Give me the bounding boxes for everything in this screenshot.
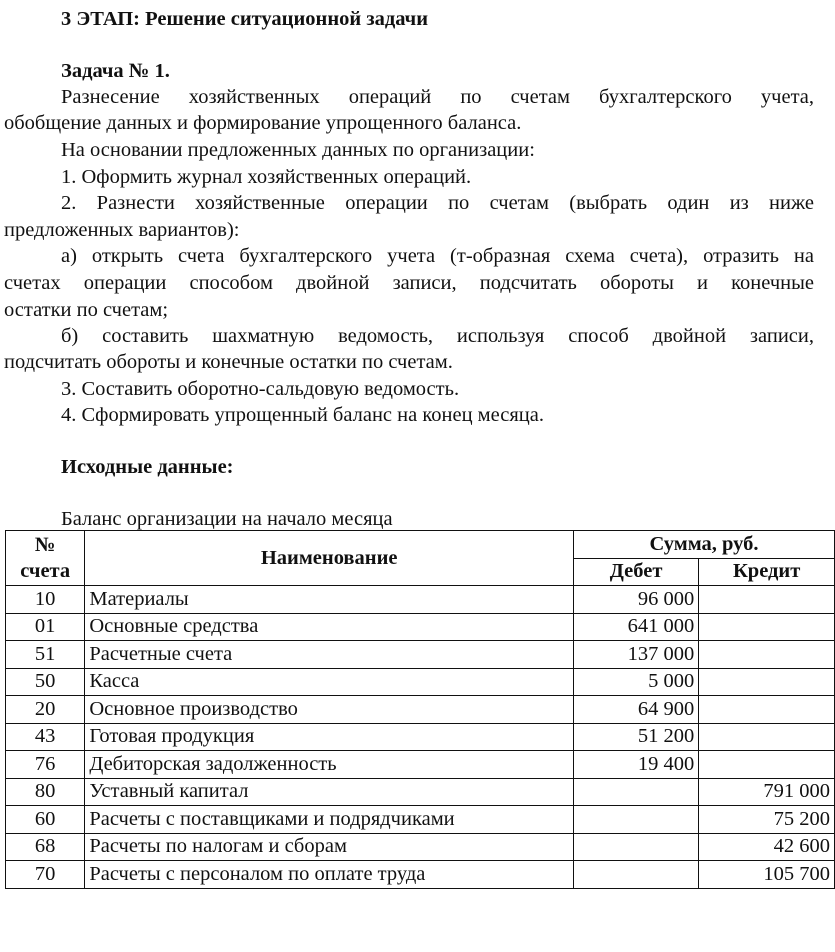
table-row xyxy=(6,668,835,696)
header-credit: Кредит xyxy=(699,558,835,586)
account-name-cell: Материалы xyxy=(85,586,574,614)
account-name-cell: Расчеты по налогам и сборам xyxy=(85,833,574,861)
option-b-line-1: б) составить шахматную ведомость, используя способ двойной записи, xyxy=(61,325,814,347)
header-number-sign: № xyxy=(34,534,56,556)
credit-cell xyxy=(699,668,835,696)
header-account-number xyxy=(6,531,85,586)
step-2-line-2: предложенных вариантов): xyxy=(4,219,240,241)
account-name-cell: Основное производство xyxy=(85,696,574,724)
debit-cell: 5 000 xyxy=(573,668,698,696)
account-number-cell: 50 xyxy=(6,668,85,696)
account-name-cell: Расчетные счета xyxy=(85,641,574,669)
account-number-cell: 76 xyxy=(6,751,85,779)
debit-cell xyxy=(573,833,698,861)
table-row xyxy=(6,751,835,779)
step-3: 3. Составить оборотно-сальдовую ведомость. xyxy=(61,378,460,400)
debit-cell: 96 000 xyxy=(573,586,698,614)
debit-cell xyxy=(573,778,698,806)
option-b-line-2: подсчитать обороты и конечные остатки по счетам. xyxy=(4,351,453,373)
account-number-cell: 68 xyxy=(6,833,85,861)
table-row xyxy=(6,586,835,614)
header-debit: Дебет xyxy=(573,558,698,586)
header-sum: Сумма, руб. xyxy=(573,531,834,559)
account-number-cell: 20 xyxy=(6,696,85,724)
stage-title: 3 ЭТАП: Решение ситуационной задачи xyxy=(61,8,429,30)
account-name-cell: Расчеты с персоналом по оплате труда xyxy=(85,861,574,889)
debit-cell: 51 200 xyxy=(573,723,698,751)
table-row xyxy=(6,641,835,669)
option-a-line-2: счетах операции способом двойной записи, подсчитать обороты и конечные xyxy=(4,272,814,294)
debit-cell xyxy=(573,806,698,834)
table-header-row xyxy=(6,531,835,559)
table-row xyxy=(6,806,835,834)
account-number-cell: 43 xyxy=(6,723,85,751)
intro-line-1: Разнесение хозяйственных операций по счетам бухгалтерского учета, xyxy=(61,86,814,108)
step-2-line-1: 2. Разнести хозяйственные операции по счетам (выбрать один из ниже xyxy=(61,192,814,214)
table-caption: Баланс организации на начало месяца xyxy=(61,508,393,530)
intro-line-2: обобщение данных и формирование упрощенного баланса. xyxy=(4,112,522,134)
credit-cell xyxy=(699,641,835,669)
table-row xyxy=(6,696,835,724)
account-number-cell: 01 xyxy=(6,613,85,641)
credit-cell xyxy=(699,613,835,641)
account-number-cell: 51 xyxy=(6,641,85,669)
account-number-cell: 70 xyxy=(6,861,85,889)
account-number-cell: 60 xyxy=(6,806,85,834)
task-title: Задача № 1. xyxy=(61,60,170,82)
account-name-cell: Уставный капитал xyxy=(85,778,574,806)
credit-cell xyxy=(699,586,835,614)
credit-cell xyxy=(699,723,835,751)
account-name-cell: Основные средства xyxy=(85,613,574,641)
option-a-line-3: остатки по счетам; xyxy=(4,299,169,321)
option-a-line-1: а) открыть счета бухгалтерского учета (т-образная схема счета), отразить на xyxy=(61,245,814,267)
table-row xyxy=(6,833,835,861)
credit-cell: 75 200 xyxy=(699,806,835,834)
debit-cell: 137 000 xyxy=(573,641,698,669)
debit-cell: 19 400 xyxy=(573,751,698,779)
balance-table xyxy=(5,530,835,889)
credit-cell xyxy=(699,696,835,724)
table-row xyxy=(6,778,835,806)
credit-cell: 791 000 xyxy=(699,778,835,806)
basis-text: На основании предложенных данных по организации: xyxy=(61,139,535,161)
header-name: Наименование xyxy=(85,531,574,586)
credit-cell xyxy=(699,751,835,779)
table-row xyxy=(6,613,835,641)
debit-cell: 641 000 xyxy=(573,613,698,641)
account-number-cell: 10 xyxy=(6,586,85,614)
step-1: 1. Оформить журнал хозяйственных операций. xyxy=(61,166,472,188)
account-name-cell: Готовая продукция xyxy=(85,723,574,751)
account-name-cell: Касса xyxy=(85,668,574,696)
table-row xyxy=(6,861,835,889)
credit-cell: 105 700 xyxy=(699,861,835,889)
header-account-label: счета xyxy=(20,560,71,582)
table-row xyxy=(6,723,835,751)
account-name-cell: Расчеты с поставщиками и подрядчиками xyxy=(85,806,574,834)
debit-cell xyxy=(573,861,698,889)
debit-cell: 64 900 xyxy=(573,696,698,724)
account-name-cell: Дебиторская задолженность xyxy=(85,751,574,779)
step-4: 4. Сформировать упрощенный баланс на конец месяца. xyxy=(61,404,544,426)
credit-cell: 42 600 xyxy=(699,833,835,861)
account-number-cell: 80 xyxy=(6,778,85,806)
source-data-heading: Исходные данные: xyxy=(61,456,234,478)
